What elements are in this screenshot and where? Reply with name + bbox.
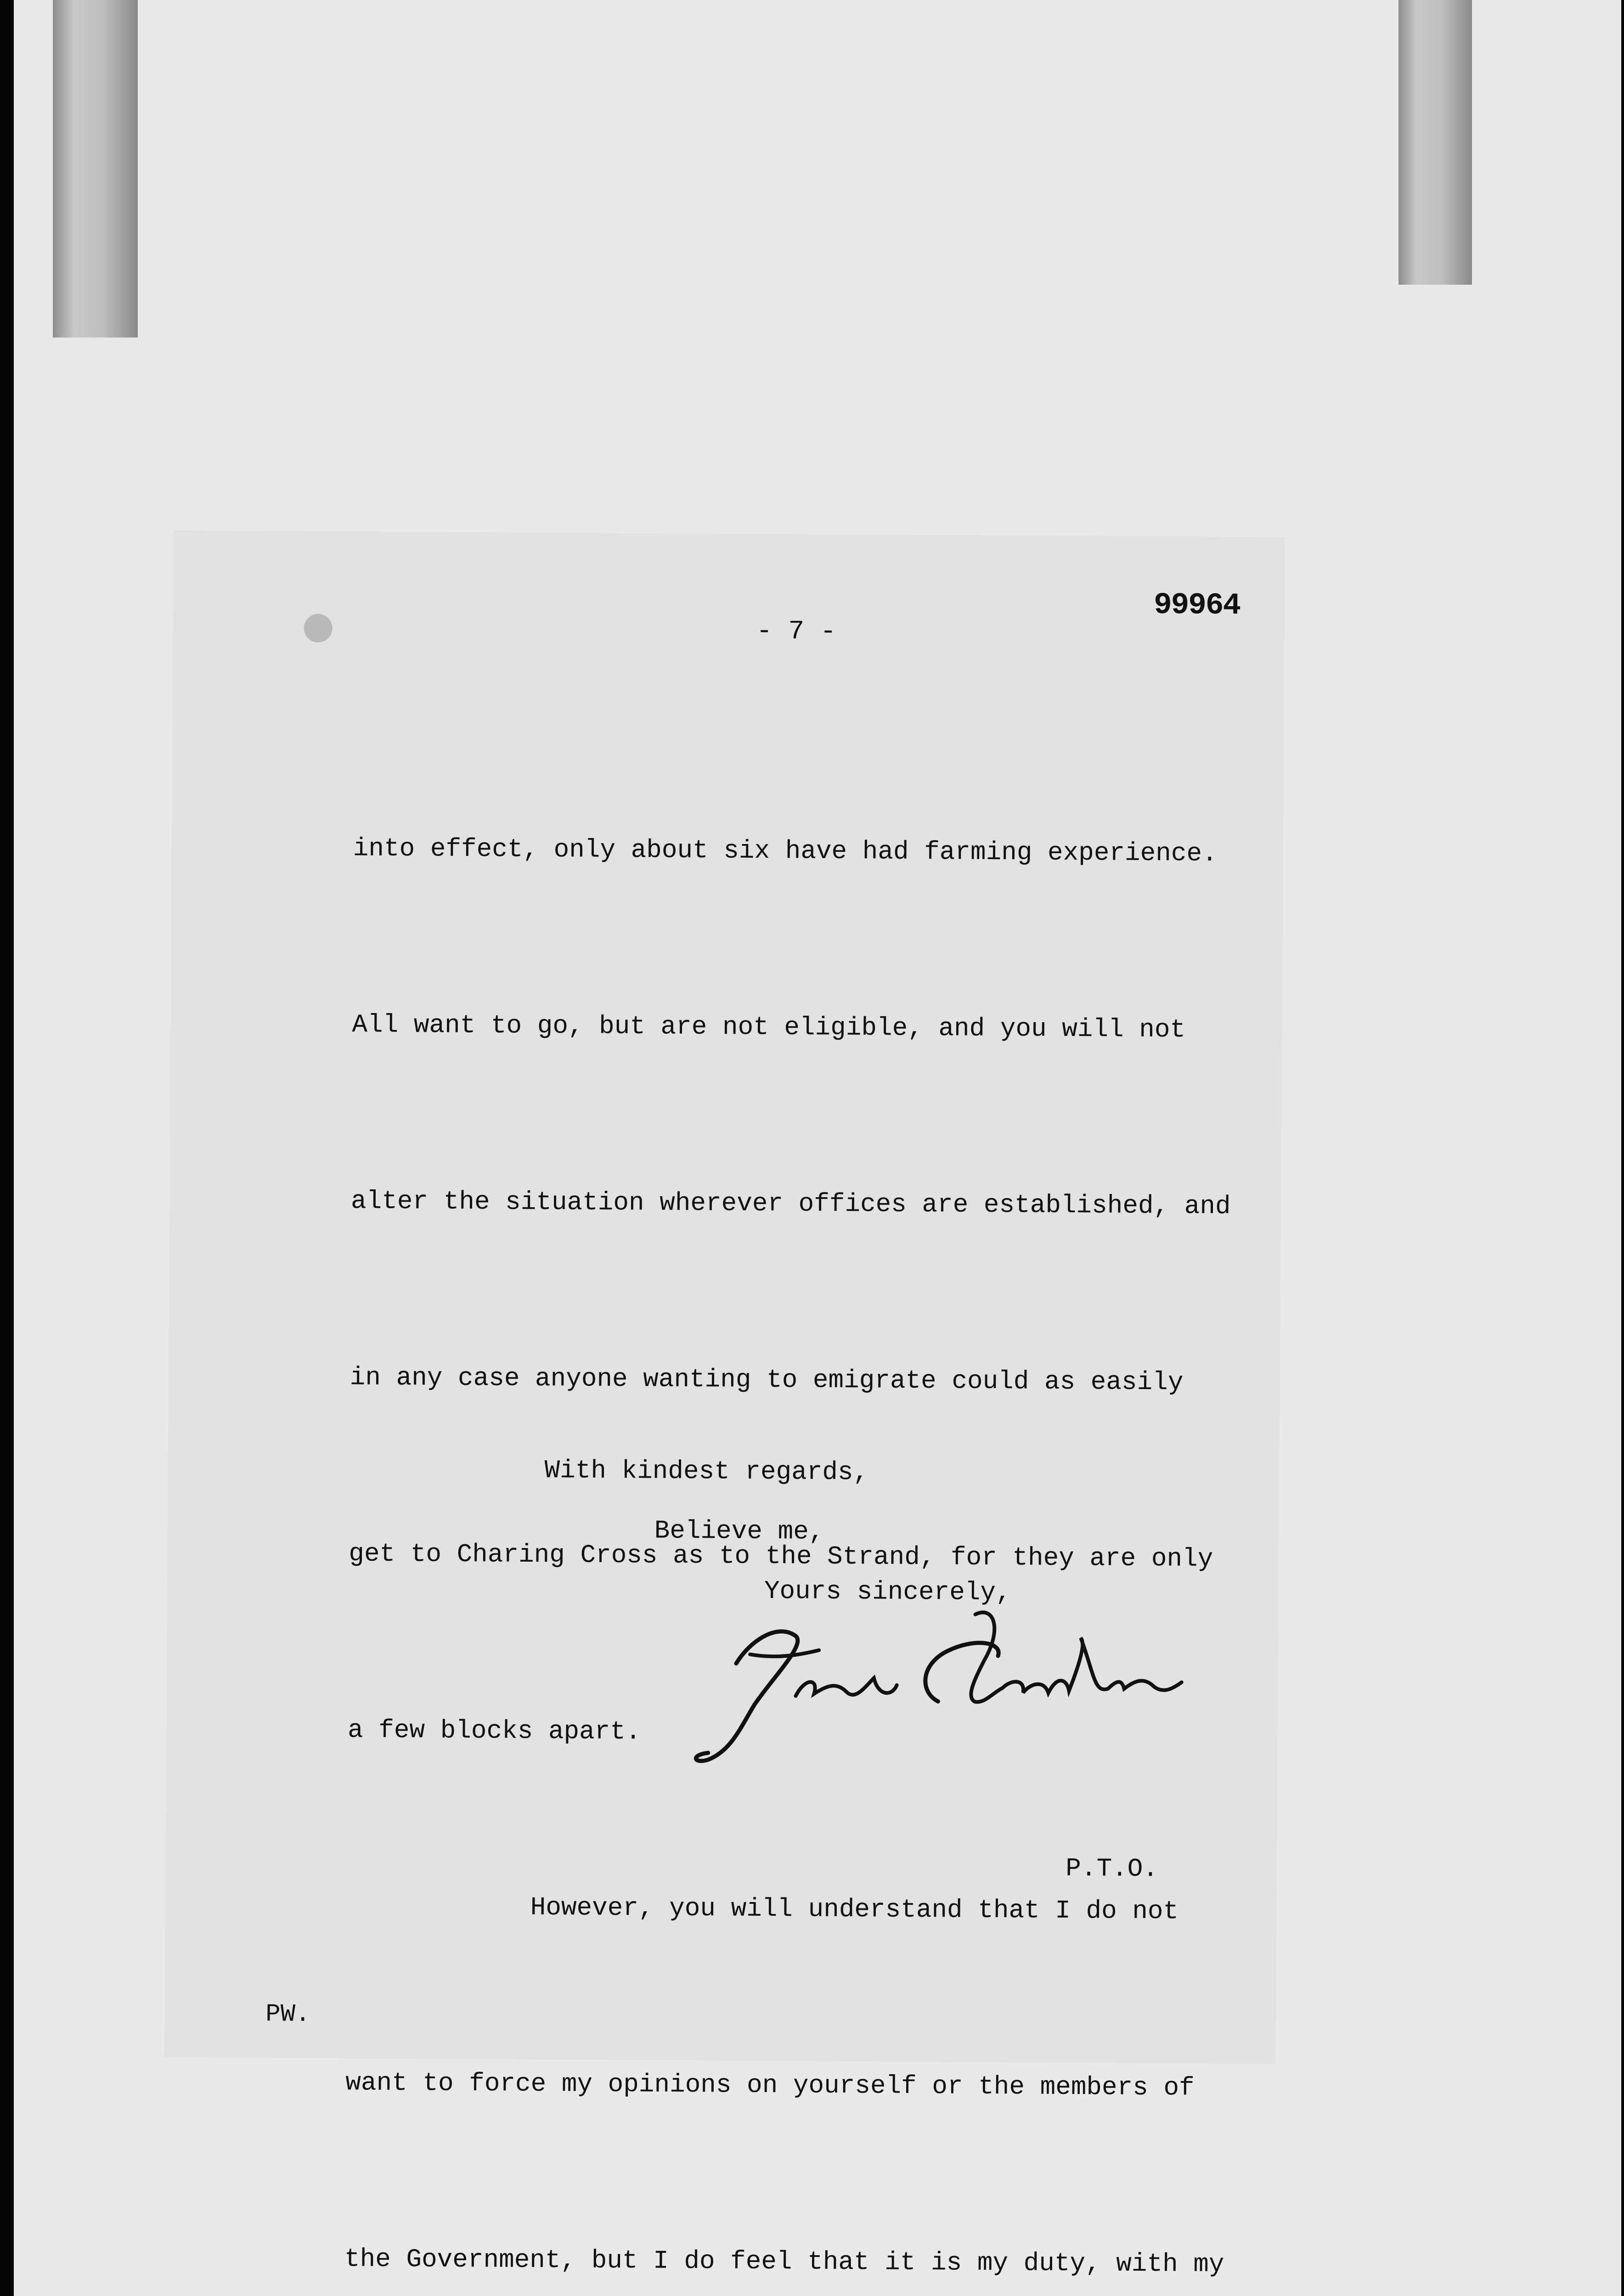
- body-line: alter the situation wherever offices are established, and: [350, 1186, 1231, 1221]
- body-line: All want to go, but are not eligible, and you will not: [352, 1010, 1186, 1045]
- closing-regards: With kindest regards,: [544, 1455, 869, 1487]
- mounting-tape: [1398, 0, 1472, 285]
- please-turn-over: P.T.O.: [1066, 1853, 1159, 1884]
- body-line: a few blocks apart.: [347, 1715, 641, 1747]
- letter-body: [339, 701, 1231, 2296]
- body-line: want to force my opinions on yourself or the members of: [345, 2068, 1195, 2103]
- body-line: the Government, but I do feel that it is my duty, with my: [344, 2244, 1224, 2279]
- closing-believe: Believe me,: [654, 1516, 824, 1547]
- mounting-tape: [53, 0, 138, 338]
- document-number: 99964: [1153, 588, 1241, 623]
- body-line: into effect, only about six have had farming experience.: [353, 833, 1218, 868]
- handwritten-signature: [680, 1585, 1196, 1781]
- punch-hole: [304, 614, 333, 642]
- body-line: However, you will understand that I do not: [530, 1892, 1179, 1926]
- typist-initials: PW.: [265, 2000, 310, 2029]
- body-line: in any case anyone wanting to emigrate could as easily: [350, 1362, 1184, 1397]
- closing-sincerely: Yours sincerely,: [764, 1576, 1011, 1608]
- letter-page: [164, 530, 1285, 2279]
- page-number: - 7 -: [756, 616, 836, 647]
- body-line: get to Charing Cross as to the Strand, for they are only: [349, 1539, 1213, 1574]
